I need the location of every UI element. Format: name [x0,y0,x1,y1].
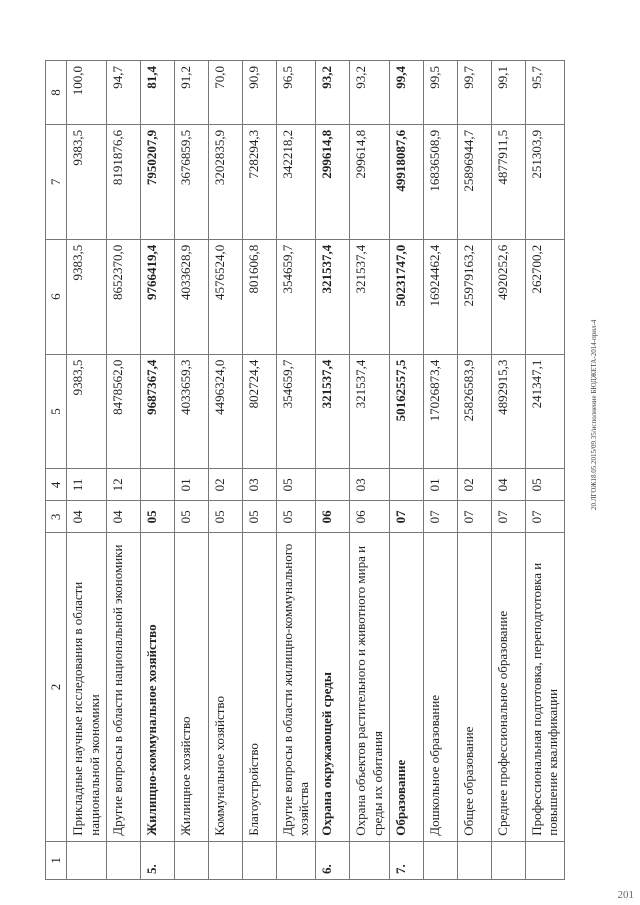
row-approved-budget: 9687367,4 [140,354,174,469]
row-approved-budget: 354659,7 [276,354,316,469]
row-subsection-code [140,469,174,501]
row-approved-budget: 25826583,9 [457,354,491,469]
column-header: 2 [46,533,67,841]
row-revised-budget: 9383,5 [67,239,107,354]
budget-execution-table [45,60,565,880]
row-revised-budget: 801606,8 [242,239,276,354]
table-header-row [46,61,67,880]
row-section-code: 07 [457,501,491,533]
row-executed: 25896944,7 [457,124,491,239]
row-subsection-code: 05 [525,469,565,501]
row-name: Профессиональная подготовка, переподготовка и повышение квалификации [525,533,565,841]
row-execution-percent: 94,7 [106,61,140,125]
row-subsection-code: 12 [106,469,140,501]
row-approved-budget: 4033659,3 [174,354,208,469]
table-row [242,61,276,880]
row-section-code: 07 [525,501,565,533]
row-revised-budget: 4033628,9 [174,239,208,354]
row-subsection-code: 02 [457,469,491,501]
row-index [242,841,276,879]
row-name: Среднее профессиональное образование [491,533,525,841]
row-approved-budget: 321537,4 [350,354,390,469]
row-name: Дошкольное образование [423,533,457,841]
row-approved-budget: 4496324,0 [208,354,242,469]
table-row [389,61,423,880]
row-index [67,841,107,879]
row-index: 5. [140,841,174,879]
row-index [423,841,457,879]
row-executed: 8191876,6 [106,124,140,239]
row-subsection-code: 04 [491,469,525,501]
row-executed: 9383,5 [67,124,107,239]
row-approved-budget: 9383,5 [67,354,107,469]
row-section-code: 07 [389,501,423,533]
table-row [106,61,140,880]
row-revised-budget: 25979163,2 [457,239,491,354]
row-execution-percent: 70,0 [208,61,242,125]
row-execution-percent: 99,4 [389,61,423,125]
row-execution-percent: 90,9 [242,61,276,125]
row-revised-budget: 8652370,0 [106,239,140,354]
row-name: Охрана окружающей среды [316,533,350,841]
table-row [423,61,457,880]
row-section-code: 04 [67,501,107,533]
table-row [67,61,107,880]
row-subsection-code [316,469,350,501]
row-execution-percent: 99,5 [423,61,457,125]
row-approved-budget: 8478562,0 [106,354,140,469]
row-execution-percent: 99,1 [491,61,525,125]
row-executed: 49918087,6 [389,124,423,239]
row-execution-percent: 81,4 [140,61,174,125]
row-revised-budget: 321537,4 [350,239,390,354]
row-revised-budget: 9766419,4 [140,239,174,354]
row-approved-budget: 802724,4 [242,354,276,469]
row-approved-budget: 241347,1 [525,354,565,469]
column-header: 3 [46,501,67,533]
row-subsection-code: 01 [174,469,208,501]
row-executed: 3676859,5 [174,124,208,239]
row-name: Жилищно-коммунальное хозяйство [140,533,174,841]
row-approved-budget: 321537,4 [316,354,350,469]
column-header: 5 [46,354,67,469]
column-header: 4 [46,469,67,501]
row-name: Прикладные научные исследования в области национальной экономики [67,533,107,841]
row-executed: 16836508,9 [423,124,457,239]
row-subsection-code: 05 [276,469,316,501]
row-revised-budget: 321537,4 [316,239,350,354]
row-approved-budget: 4892915,3 [491,354,525,469]
row-section-code: 04 [106,501,140,533]
row-section-code: 07 [423,501,457,533]
table-row [491,61,525,880]
row-section-code: 05 [174,501,208,533]
row-subsection-code: 03 [242,469,276,501]
row-name: Коммунальное хозяйство [208,533,242,841]
row-subsection-code: 02 [208,469,242,501]
row-subsection-code [389,469,423,501]
row-name: Образование [389,533,423,841]
row-index [350,841,390,879]
row-revised-budget: 4576524,0 [208,239,242,354]
row-revised-budget: 262700,2 [525,239,565,354]
row-name: Другие вопросы в области жилищно-коммунального хозяйства [276,533,316,841]
row-subsection-code: 03 [350,469,390,501]
row-section-code: 07 [491,501,525,533]
row-executed: 728294,3 [242,124,276,239]
table-row [174,61,208,880]
row-revised-budget: 16924462,4 [423,239,457,354]
row-execution-percent: 93,2 [316,61,350,125]
row-execution-percent: 93,2 [350,61,390,125]
row-executed: 7950207,9 [140,124,174,239]
footer-note: 20.ЛГОЖ18.05.2015/09.35/исполнение БЮДЖЕТА-2014-прил-4 [590,319,598,510]
row-section-code: 06 [316,501,350,533]
row-name: Благоустройство [242,533,276,841]
row-revised-budget: 50231747,0 [389,239,423,354]
row-executed: 251303,9 [525,124,565,239]
row-subsection-code: 11 [67,469,107,501]
table-body [67,61,565,880]
row-index: 6. [316,841,350,879]
row-executed: 342218,2 [276,124,316,239]
row-execution-percent: 99,7 [457,61,491,125]
row-execution-percent: 96,5 [276,61,316,125]
row-section-code: 05 [140,501,174,533]
row-index [106,841,140,879]
row-subsection-code: 01 [423,469,457,501]
row-index: 7. [389,841,423,879]
row-execution-percent: 95,7 [525,61,565,125]
column-header: 1 [46,841,67,879]
row-name: Общее образование [457,533,491,841]
row-section-code: 05 [208,501,242,533]
table-row [316,61,350,880]
row-name: Охрана объектов растительного и животного мира и среды их обитания [350,533,390,841]
table-row [208,61,242,880]
row-name: Другие вопросы в области национальной экономики [106,533,140,841]
row-approved-budget: 50162557,5 [389,354,423,469]
table-row [350,61,390,880]
budget-table-rotated [45,60,615,880]
row-index [174,841,208,879]
column-header: 6 [46,239,67,354]
row-index [208,841,242,879]
row-execution-percent: 91,2 [174,61,208,125]
page-number: 201 [617,889,634,901]
row-section-code: 05 [242,501,276,533]
row-section-code: 06 [350,501,390,533]
row-revised-budget: 354659,7 [276,239,316,354]
table-row [140,61,174,880]
row-index [525,841,565,879]
table-row [276,61,316,880]
table-row [525,61,565,880]
row-index [491,841,525,879]
row-execution-percent: 100,0 [67,61,107,125]
row-executed: 4877911,5 [491,124,525,239]
row-executed: 299614,8 [350,124,390,239]
row-revised-budget: 4920252,6 [491,239,525,354]
column-header: 7 [46,124,67,239]
row-section-code: 05 [276,501,316,533]
row-index [276,841,316,879]
table-row [457,61,491,880]
column-header: 8 [46,61,67,125]
row-executed: 299614,8 [316,124,350,239]
row-executed: 3202835,9 [208,124,242,239]
row-name: Жилищное хозяйство [174,533,208,841]
row-index [457,841,491,879]
row-approved-budget: 17026873,4 [423,354,457,469]
